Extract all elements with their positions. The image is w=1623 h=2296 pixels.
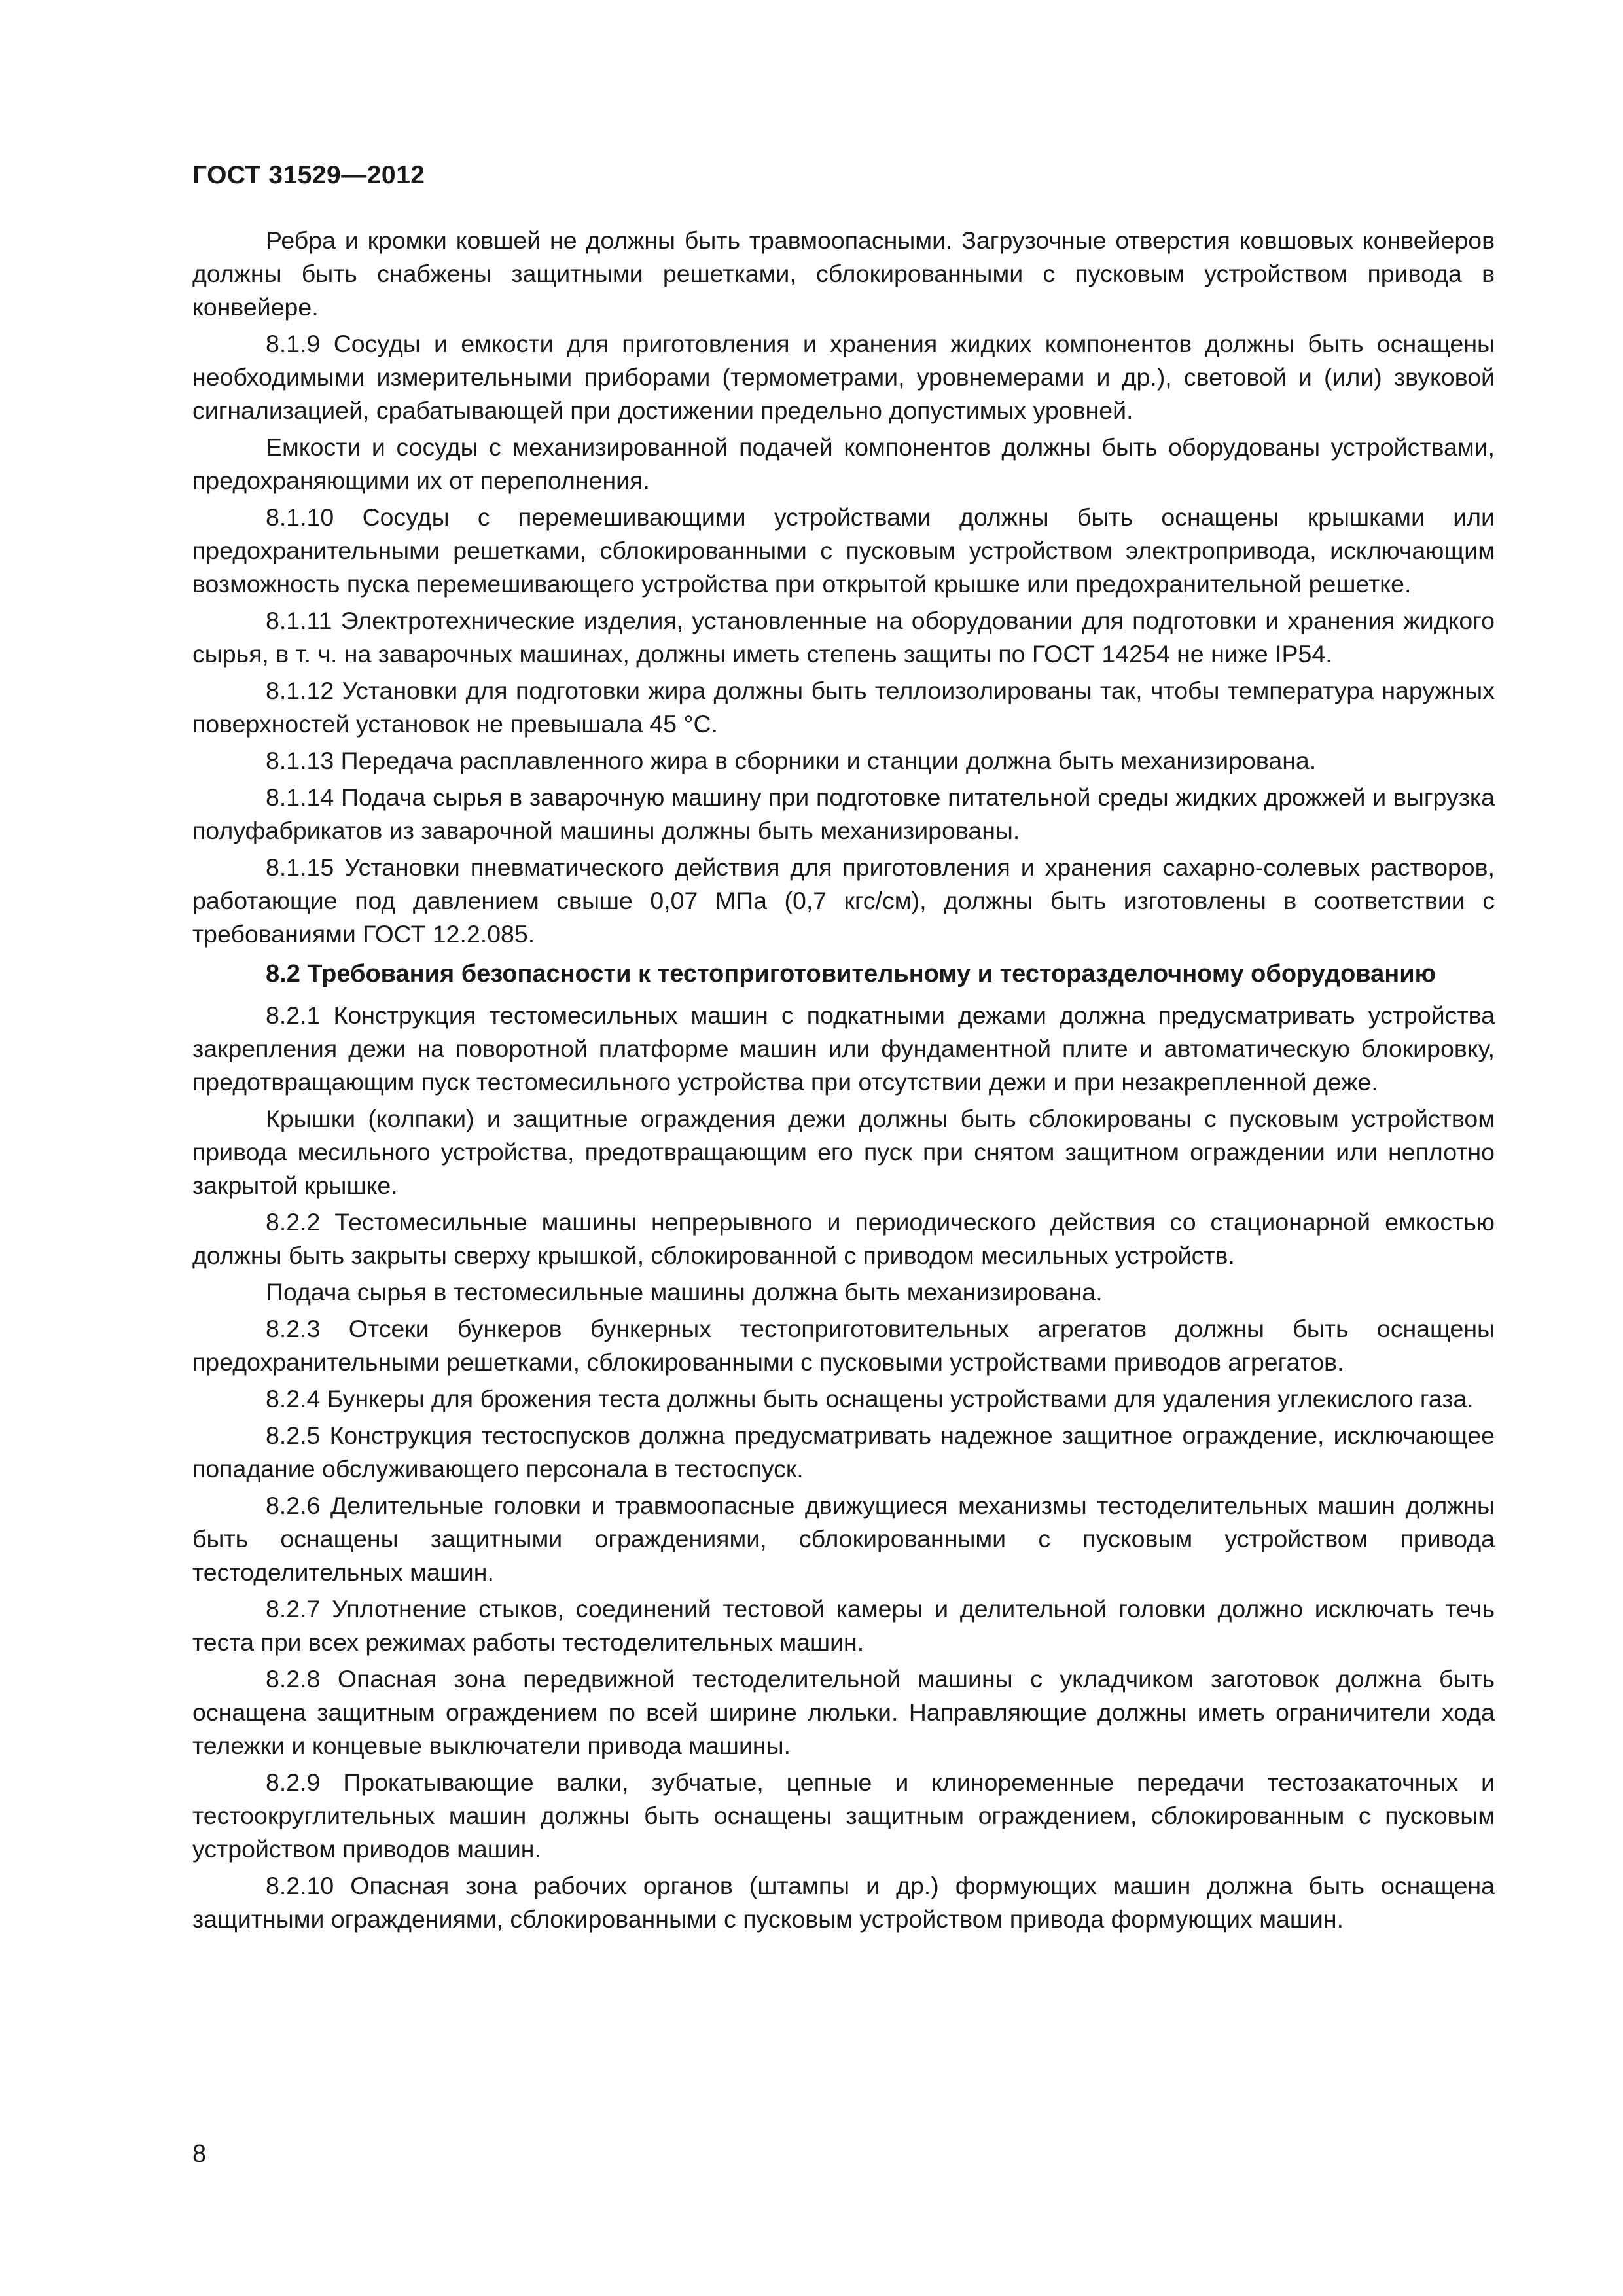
paragraph: 8.2.2 Тестомесильные машины непрерывного и периодического действия со стационарной емкостью должны быть закрыты сверху крышкой, сблокированной с приводом месильных устройств. [192, 1208, 1495, 1269]
paragraph: 8.2.8 Опасная зона передвижной тестоделительной машины с укладчиком заготовок должна быть оснащена защитным ограждением по всей ширине люльки. Направляющие должны иметь ограничители хода тележки и концевые выключатели привода машины. [192, 1665, 1495, 1759]
paragraph: 8.1.11 Электротехнические изделия, установленные на оборудовании для подготовки и хранения жидкого сырья, в т. ч. на заварочных машинах, должны иметь степень защиты по ГОСТ 14254 не ниже IP54. [192, 607, 1495, 668]
paragraph: Емкости и сосуды с механизированной подачей компонентов должны быть оборудованы устройствами, предохраняющими их от переполнения. [192, 433, 1495, 494]
page-number: 8 [192, 2140, 207, 2168]
document-body [192, 224, 1495, 1939]
paragraph: Подача сырья в тестомесильные машины должна быть механизирована. [266, 1278, 1103, 1306]
paragraph: 8.2.9 Прокатывающие валки, зубчатые, цепные и клиноременные передачи тестозакаточных и тестоокруглительных машин должны быть оснащены защитным ограждением, сблокированным с пусковым устройством приводов машин. [192, 1768, 1495, 1863]
paragraph: 8.2.10 Опасная зона рабочих органов (штампы и др.) формующих машин должна быть оснащена защитными ограждениями, сблокированными с пусковым устройством привода формующих машин. [192, 1872, 1495, 1933]
paragraph: 8.1.14 Подача сырья в заварочную машину при подготовке питательной среды жидких дрожжей и выгрузка полуфабрикатов из заварочной машины должны быть механизированы. [192, 783, 1495, 844]
document-code-header: ГОСТ 31529—2012 [192, 161, 425, 189]
paragraph: 8.2.7 Уплотнение стыков, соединений тестовой камеры и делительной головки должно исключать течь теста при всех режимах работы тестоделительных машин. [192, 1595, 1495, 1656]
paragraph: 8.2.1 Конструкция тестомесильных машин с подкатными дежами должна предусматривать устройства закрепления дежи на поворотной платформе машин или фундаментной плите и автоматическую блокировку, предотвращающим пуск тестомесильного устройства при отсутствии дежи и при незакрепленной деже. [192, 1001, 1495, 1096]
paragraph: Крышки (колпаки) и защитные ограждения дежи должны быть сблокированы с пусковым устройством привода месильного устройства, предотвращающим его пуск при снятом защитном ограждении или неплотно закрытой крышке. [192, 1105, 1495, 1199]
paragraph: 8.1.15 Установки пневматического действия для приготовления и хранения сахарно-солевых растворов, работающие под давлением свыше 0,07 МПа (0,7 кгс/см), должны быть изготовлены в соответствии с требованиями ГОСТ 12.2.085. [192, 853, 1495, 948]
paragraph: 8.2.4 Бункеры для брожения теста должны быть оснащены устройствами для удаления углекислого газа. [266, 1385, 1474, 1412]
paragraph: Ребра и кромки ковшей не должны быть травмоопасными. Загрузочные отверстия ковшовых конвейеров должны быть снабжены защитными решетками, сблокированными с пусковым устройством привода в конвейере. [192, 226, 1495, 321]
paragraph: 8.2.3 Отсеки бункеров бункерных тестоприготовительных агрегатов должны быть оснащены предохранительными решетками, сблокированными с пусковыми устройствами приводов агрегатов. [192, 1315, 1495, 1376]
paragraph: 8.2.5 Конструкция тестоспусков должна предусматривать надежное защитное ограждение, исключающее попадание обслуживающего персонала в тестоспуск. [192, 1422, 1495, 1482]
section-heading: 8.2 Требования безопасности к тестоприготовительному и тесторазделочному оборудованию [266, 960, 1436, 988]
paragraph: 8.1.12 Установки для подготовки жира должны быть теллоизолированы так, чтобы температура наружных поверхностей установок не превышала 45 °С. [192, 677, 1495, 738]
paragraph: 8.1.10 Сосуды с перемешивающими устройствами должны быть оснащены крышками или предохранительными решетками, сблокированными с пусковым устройством электропривода, исключающим возможность пуска перемешивающего устройства при открытой крышке или предохранительной решетке. [192, 503, 1495, 598]
paragraph: 8.1.9 Сосуды и емкости для приготовления и хранения жидких компонентов должны быть оснащены необходимыми измерительными приборами (термометрами, уровнемерами и др.), световой и (или) звуковой сигнализацией, срабатывающей при достижении предельно допустимых уровней. [192, 330, 1495, 424]
paragraph: 8.2.6 Делительные головки и травмоопасные движущиеся механизмы тестоделительных машин должны быть оснащены защитными ограждениями, сблокированными с пусковым устройством привода тестоделительных машин. [192, 1492, 1495, 1586]
paragraph: 8.1.13 Передача расплавленного жира в сборники и станции должна быть механизирована. [266, 747, 1317, 774]
